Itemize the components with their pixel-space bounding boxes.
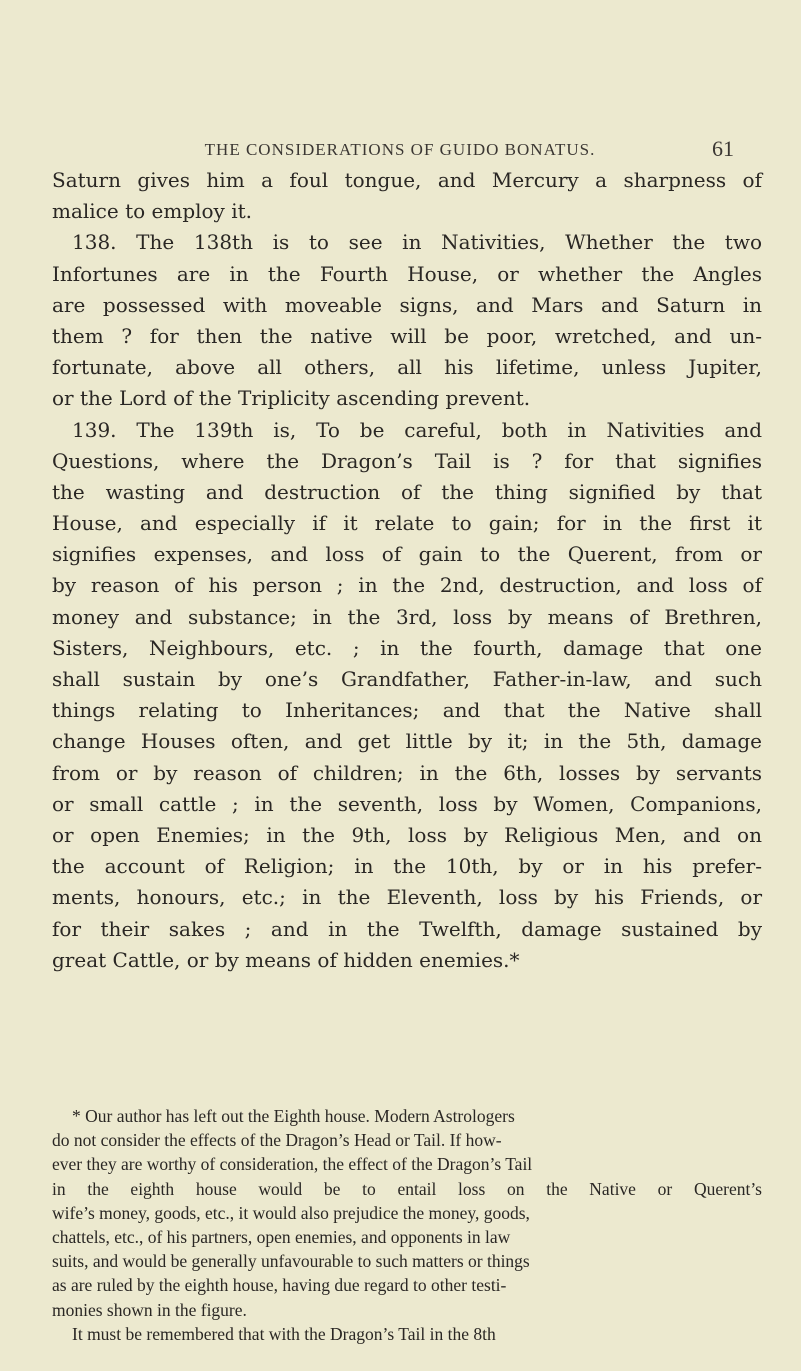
text-line: or small cattle ; in the seventh, loss by Women, Companions, xyxy=(52,791,762,816)
text-line: the wasting and destruction of the thing signified by that xyxy=(52,479,762,504)
footnote xyxy=(52,1104,762,1346)
text-line: things relating to Inheritances; and that the Native shall xyxy=(52,698,762,723)
footnote-line: suits, and would be generally unfavourable to such matters or things xyxy=(52,1251,530,1272)
text-line: Infortunes are in the Fourth House, or whether the Angles xyxy=(52,261,762,286)
footnote-line: wife’s money, goods, etc., it would also prejudice the money, goods, xyxy=(52,1202,530,1223)
text-line: or open Enemies; in the 9th, loss by Religious Men, and on xyxy=(52,822,762,847)
footnote-line: chattels, etc., of his partners, open enemies, and opponents in law xyxy=(52,1226,511,1247)
text-line: shall sustain by one’s Grandfather, Father-in-law, and such xyxy=(52,667,762,691)
text-line: Sisters, Neighbours, etc. ; in the fourth, damage that one xyxy=(52,635,762,660)
text-line: the account of Religion; in the 10th, by or in his prefer- xyxy=(52,854,763,879)
body-text xyxy=(52,165,762,976)
footnote-line: do not consider the effects of the Dragon’s Head or Tail. If how- xyxy=(52,1130,502,1151)
text-line: them ? for then the native will be poor, wretched, and un- xyxy=(52,323,762,348)
footnote-line: as are ruled by the eighth house, having due regard to other testi- xyxy=(52,1275,507,1296)
text-line: fortunate, above all others, all his lifetime, unless Jupiter, xyxy=(52,355,762,380)
running-head: THE CONSIDERATIONS OF GUIDO BONATUS. xyxy=(204,140,596,159)
text-line: are possessed with moveable signs, and Mars and Saturn in xyxy=(52,292,762,317)
text-line: or the Lord of the Triplicity ascending prevent. xyxy=(52,386,531,411)
text-line: for their sakes ; and in the Twelfth, damage sustained by xyxy=(52,916,762,941)
page-number: 61 xyxy=(712,136,734,161)
footnote-line: in the eighth house would be to entail loss on the Native or Querent’s xyxy=(52,1178,762,1199)
text-line: Saturn gives him a foul tongue, and Mercury a sharpness of xyxy=(52,168,762,192)
text-line: change Houses often, and get little by it; in the 5th, damage xyxy=(52,729,762,754)
text-line: signifies expenses, and loss of gain to the Querent, from or xyxy=(52,542,762,567)
footnote-line: ever they are worthy of consideration, the effect of the Dragon’s Tail xyxy=(52,1154,533,1175)
text-line: ments, honours, etc.; in the Eleventh, loss by his Friends, or xyxy=(52,885,762,910)
footnote-line: monies shown in the figure. xyxy=(52,1299,247,1320)
text-line: House, and especially if it relate to gain; for in the first it xyxy=(52,511,762,536)
text-line: malice to employ it. xyxy=(52,199,252,224)
footnote-line: It must be remembered that with the Dragon’s Tail in the 8th xyxy=(72,1323,496,1344)
text-line: Questions, where the Dragon’s Tail is ? for that signifies xyxy=(52,448,762,473)
text-line: 138. The 138th is to see in Nativities, Whether the two xyxy=(72,230,762,255)
footnote-line: * Our author has left out the Eighth house. Modern Astrologers xyxy=(72,1106,515,1126)
text-line: from or by reason of children; in the 6th, losses by servants xyxy=(52,760,762,785)
text-line: 139. The 139th is, To be careful, both in Nativities and xyxy=(72,417,762,442)
text-line: money and substance; in the 3rd, loss by means of Brethren, xyxy=(52,604,762,629)
text-line: by reason of his person ; in the 2nd, destruction, and loss of xyxy=(52,573,762,598)
text-line: great Cattle, or by means of hidden enemies.* xyxy=(52,947,520,972)
